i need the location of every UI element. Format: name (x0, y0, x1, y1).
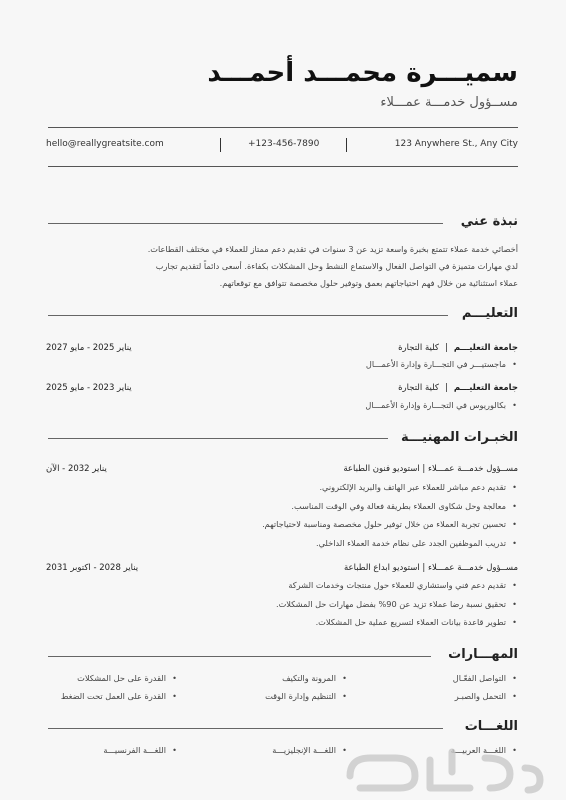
job-role: مســؤول خدمـــة عمـــلاء | استوديو فنون الطباعة (343, 464, 518, 474)
about-line: أخصائي خدمة عملاء تتمتع بخبرة واسعة تزيد عن 3 سنوات في تقديم دعم ممتاز للعملاء في مختلف القطاعات. (147, 244, 518, 254)
languages-section-title: اللغـــات (464, 719, 518, 734)
contact-email: hello@reallygreatsite.com (46, 139, 164, 149)
language-item: • اللغـــة العربيـــة (451, 745, 506, 755)
contact-address: 123 Anywhere St., Any City (394, 139, 518, 149)
separator: | (444, 343, 448, 353)
education-date: يناير 2025 - مايو 2027 (46, 343, 132, 353)
about-section-title: نبذة عني (460, 214, 518, 229)
job-date: يناير 2032 - الآن (46, 464, 107, 474)
skill-item: • التواصل الفعّـال (453, 673, 506, 683)
skills-section-rule (48, 656, 431, 657)
education-degree: • بكالوريوس في التجـــارة وإدارة الأعمـــال (365, 400, 506, 410)
job-duty: • تدريب الموظفين الجدد على نظام خدمة العملاء الداخلي. (316, 538, 506, 548)
separator: | (444, 383, 448, 393)
experience-section-title: الخبـرات المهنيـــة (400, 430, 518, 445)
contact-phone: +123-456-7890 (248, 139, 320, 149)
skill-item: • التنظيم وإدارة الوقت (265, 691, 336, 701)
about-section-rule (48, 223, 443, 224)
language-item: • اللغـــة الفرنسيـــة (103, 745, 166, 755)
skill-item: • المرونة والتكيف (282, 673, 336, 683)
job-title: مســؤول خدمـــة عمـــلاء (380, 95, 518, 110)
education-entry-school (398, 343, 518, 353)
job-duty: • معالجة وحل شكاوى العملاء بطريقة فعالة وفي الوقت المناسب. (291, 501, 506, 511)
about-line: عملاء استثنائية من خلال فهم احتياجاتهم بعمق وتوفير حلول مخصصة تتوافق مع توقعاتهم. (219, 278, 518, 288)
language-item: • اللغـــة الإنجليزيـــة (272, 745, 336, 755)
job-role: مســؤول خدمـــة عمـــلاء | استوديو ابداع الطباعة (344, 563, 518, 573)
languages-section-rule (48, 728, 443, 729)
header-divider-top (48, 127, 518, 128)
education-entry-school (398, 383, 518, 393)
school-name: جامعة التعليـــم (453, 383, 518, 393)
job-duty: • تقديم دعم مباشر للعملاء عبر الهاتف والبريد الإلكتروني. (319, 482, 506, 492)
about-paragraph (46, 241, 518, 292)
skill-item: • التحمل والصبـر (455, 691, 506, 701)
contact-separator (220, 138, 221, 152)
education-section-title: التعليـــم (461, 306, 518, 321)
job-duty: • تقديم دعم فني واستشاري للعملاء حول منتجات وخدمات الشركة (288, 580, 506, 590)
job-duty: • تحقيق نسبة رضا عملاء تزيد عن 90% بفضل مهارات حل المشكلات. (276, 599, 506, 609)
skills-section-title: المهـــارات (448, 647, 518, 662)
skill-item: • القدرة على حل المشكلات (77, 673, 166, 683)
education-degree: • ماجستيـــر في التجـــارة وإدارة الأعمـــال (366, 359, 506, 369)
experience-section-rule (48, 438, 388, 439)
faculty-name: كلية التجارة (398, 343, 439, 353)
education-date: يناير 2023 - مايو 2025 (46, 383, 132, 393)
header-divider-bottom (48, 166, 518, 167)
haraj-watermark-logo-icon (340, 738, 550, 794)
candidate-name: سميـــرة محمـــد أحمـــد (207, 58, 518, 88)
job-date: يناير 2028 - اكتوبر 2031 (46, 563, 139, 573)
contact-separator (346, 138, 347, 152)
job-duty: • تحسين تجربة العملاء من خلال توفير حلول مخصصة ومناسبة لاحتياجاتهم. (262, 519, 506, 529)
school-name: جامعة التعليـــم (453, 343, 518, 353)
skill-item: • القدرة على العمل تحت الضغط (61, 691, 166, 701)
faculty-name: كلية التجارة (398, 383, 439, 393)
job-duty: • تطوير قاعدة بيانات العملاء لتسريع عملية حل المشكلات. (316, 617, 506, 627)
about-line: لدي مهارات متميزة في التواصل الفعال والاستماع النشط وحل المشكلات بكفاءة. أسعى دائماً لتقديم تجارب (155, 261, 518, 271)
education-section-rule (48, 315, 448, 316)
